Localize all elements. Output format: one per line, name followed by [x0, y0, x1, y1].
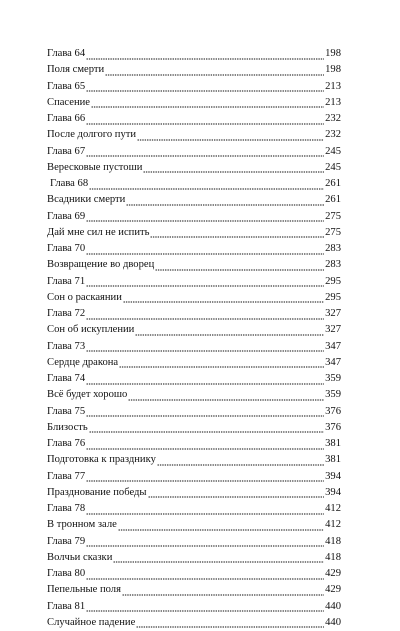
toc-entry-page: 376	[325, 405, 341, 417]
toc-entry-title: Сон об искуплении	[47, 324, 135, 336]
toc-entry-title: Возвращение во дворец	[47, 259, 155, 271]
dot-leader	[105, 62, 324, 78]
dot-leader	[86, 274, 324, 290]
toc-entry-title: Глава 78	[47, 503, 86, 514]
toc-entry-page: 275	[325, 210, 341, 222]
toc-entry-page: 275	[325, 226, 341, 238]
toc-entry-page: 381	[325, 438, 341, 449]
toc-entry	[47, 225, 341, 241]
toc-entry	[47, 452, 341, 468]
toc-entry-title: Глава 72	[47, 308, 86, 319]
toc-entry	[47, 485, 341, 501]
toc-entry-title: Глава 75	[47, 405, 86, 417]
toc-entry	[47, 339, 341, 355]
dot-leader	[128, 387, 324, 403]
dot-leader	[137, 127, 324, 143]
dot-leader	[135, 322, 324, 338]
toc-entry-title: Глава 71	[47, 275, 86, 287]
toc-entry	[47, 111, 341, 127]
toc-entry-title: Глава 79	[47, 535, 86, 547]
dot-leader	[86, 111, 324, 127]
toc-entry-title: Глава 69	[47, 210, 86, 222]
toc-entry	[47, 599, 341, 615]
dot-leader	[113, 550, 324, 566]
toc-entry-title: Глава 68	[50, 178, 89, 189]
toc-entry	[47, 469, 341, 485]
toc-entry-title: Всё будет хорошо	[47, 389, 128, 401]
dot-leader	[86, 79, 324, 95]
toc-entry-page: 394	[325, 486, 341, 498]
dot-leader	[148, 485, 325, 501]
toc-entry	[47, 355, 341, 371]
toc-entry-page: 295	[325, 275, 341, 287]
toc-entry	[47, 534, 341, 550]
dot-leader	[86, 144, 324, 160]
toc-entry-page: 381	[325, 454, 341, 466]
toc-entry	[47, 371, 341, 387]
toc-entry-page: 359	[325, 373, 341, 384]
toc-entry	[47, 144, 341, 160]
toc-entry	[47, 322, 341, 338]
toc-entry-title: Глава 74	[47, 373, 86, 384]
toc-entry-title: Празднование победы	[47, 486, 147, 498]
toc-entry-title: Волчьи сказки	[47, 551, 113, 563]
toc-entry-title: Глава 64	[47, 48, 86, 59]
toc-entry	[47, 274, 341, 290]
dot-leader	[157, 452, 324, 468]
dot-leader	[150, 225, 324, 241]
toc-entry-title: Дай мне сил не испить	[47, 226, 150, 238]
toc-entry	[47, 517, 341, 533]
toc-entry-title: Всадники смерти	[47, 194, 126, 206]
dot-leader	[86, 404, 324, 420]
toc-entry-title: В тронном зале	[47, 519, 117, 531]
toc-entry-title: Глава 77	[47, 470, 86, 482]
toc-entry-page: 327	[325, 308, 341, 319]
toc-entry	[47, 127, 341, 143]
toc-entry	[47, 241, 341, 257]
toc-entry	[47, 582, 341, 598]
toc-entry-title: Близость	[47, 421, 88, 433]
toc-entry-title: Глава 70	[47, 243, 86, 254]
dot-leader	[86, 209, 324, 225]
toc-entry	[47, 501, 341, 517]
toc-entry-title: Сердце дракона	[47, 356, 119, 368]
dot-leader	[86, 566, 324, 582]
toc-entry	[47, 160, 341, 176]
toc-entry	[47, 257, 341, 273]
toc-entry-page: 245	[325, 145, 341, 157]
toc-entry-title: После долгого пути	[47, 129, 137, 141]
dot-leader	[86, 534, 324, 550]
toc-entry-page: 412	[325, 503, 341, 514]
toc-entry-page: 198	[325, 48, 341, 59]
toc-entry-title: Вересковые пустоши	[47, 161, 143, 173]
toc-entry	[47, 404, 341, 420]
toc-entry	[47, 550, 341, 566]
toc-entry-title: Глава 73	[47, 340, 86, 352]
toc-entry-page: 412	[325, 519, 341, 531]
toc-entry-title: Случайное падение	[47, 616, 136, 628]
toc-entry-title: Глава 66	[47, 113, 86, 124]
toc-entry-title: Глава 67	[47, 145, 86, 157]
dot-leader	[126, 192, 324, 208]
dot-leader	[89, 420, 324, 436]
toc-entry	[47, 566, 341, 582]
toc-entry	[47, 95, 341, 111]
toc-entry-page: 261	[325, 178, 341, 189]
dot-leader	[86, 469, 324, 485]
dot-leader	[86, 501, 324, 517]
toc-entry-page: 347	[325, 356, 341, 368]
toc-entry-page: 418	[325, 551, 341, 563]
toc-entry	[47, 436, 341, 452]
toc-entry	[47, 290, 341, 306]
toc-entry	[47, 62, 341, 78]
toc-entry-page: 429	[325, 584, 341, 596]
toc-entry	[47, 46, 341, 62]
toc-entry-title: Пепельные поля	[47, 584, 121, 596]
toc-entry-page: 429	[325, 568, 341, 579]
dot-leader	[86, 46, 324, 62]
toc-entry-page: 213	[325, 80, 341, 92]
table-of-contents	[47, 46, 341, 631]
toc-entry-page: 283	[325, 259, 341, 271]
dot-leader	[122, 582, 324, 598]
toc-entry-page: 283	[325, 243, 341, 254]
toc-entry-title: Спасение	[47, 96, 91, 108]
toc-entry-page: 359	[325, 389, 341, 401]
dot-leader	[123, 290, 324, 306]
toc-entry-page: 245	[325, 161, 341, 173]
dot-leader	[118, 517, 324, 533]
dot-leader	[86, 241, 324, 257]
dot-leader	[86, 339, 324, 355]
dot-leader	[86, 599, 324, 615]
dot-leader	[86, 436, 324, 452]
toc-entry-page: 198	[325, 64, 341, 76]
toc-entry	[47, 192, 341, 208]
dot-leader	[91, 95, 324, 111]
toc-entry-page: 440	[325, 616, 341, 628]
dot-leader	[136, 615, 324, 631]
toc-entry-title: Поля смерти	[47, 64, 105, 76]
toc-entry-title: Подготовка к празднику	[47, 454, 156, 466]
toc-entry-page: 261	[325, 194, 341, 206]
dot-leader	[86, 306, 324, 322]
toc-entry	[47, 615, 341, 631]
dot-leader	[119, 355, 324, 371]
toc-entry-title: Глава 76	[47, 438, 86, 449]
toc-entry-title: Сон о раскаянии	[47, 291, 122, 303]
toc-entry-page: 394	[325, 470, 341, 482]
toc-entry-title: Глава 80	[47, 568, 86, 579]
dot-leader	[89, 176, 324, 192]
toc-entry-title: Глава 81	[47, 600, 86, 612]
toc-entry-page: 232	[325, 113, 341, 124]
toc-entry-page: 213	[325, 96, 341, 108]
toc-entry-page: 376	[325, 421, 341, 433]
toc-entry-title: Глава 65	[47, 80, 86, 92]
dot-leader	[155, 257, 324, 273]
toc-entry	[47, 176, 341, 192]
toc-entry	[47, 209, 341, 225]
toc-entry-page: 440	[325, 600, 341, 612]
dot-leader	[143, 160, 324, 176]
toc-entry-page: 327	[325, 324, 341, 336]
toc-entry	[47, 387, 341, 403]
dot-leader	[86, 371, 324, 387]
toc-entry-page: 418	[325, 535, 341, 547]
toc-entry	[47, 420, 341, 436]
toc-entry-page: 295	[325, 291, 341, 303]
toc-entry-page: 347	[325, 340, 341, 352]
toc-entry	[47, 306, 341, 322]
toc-entry	[47, 79, 341, 95]
toc-entry-page: 232	[325, 129, 341, 141]
